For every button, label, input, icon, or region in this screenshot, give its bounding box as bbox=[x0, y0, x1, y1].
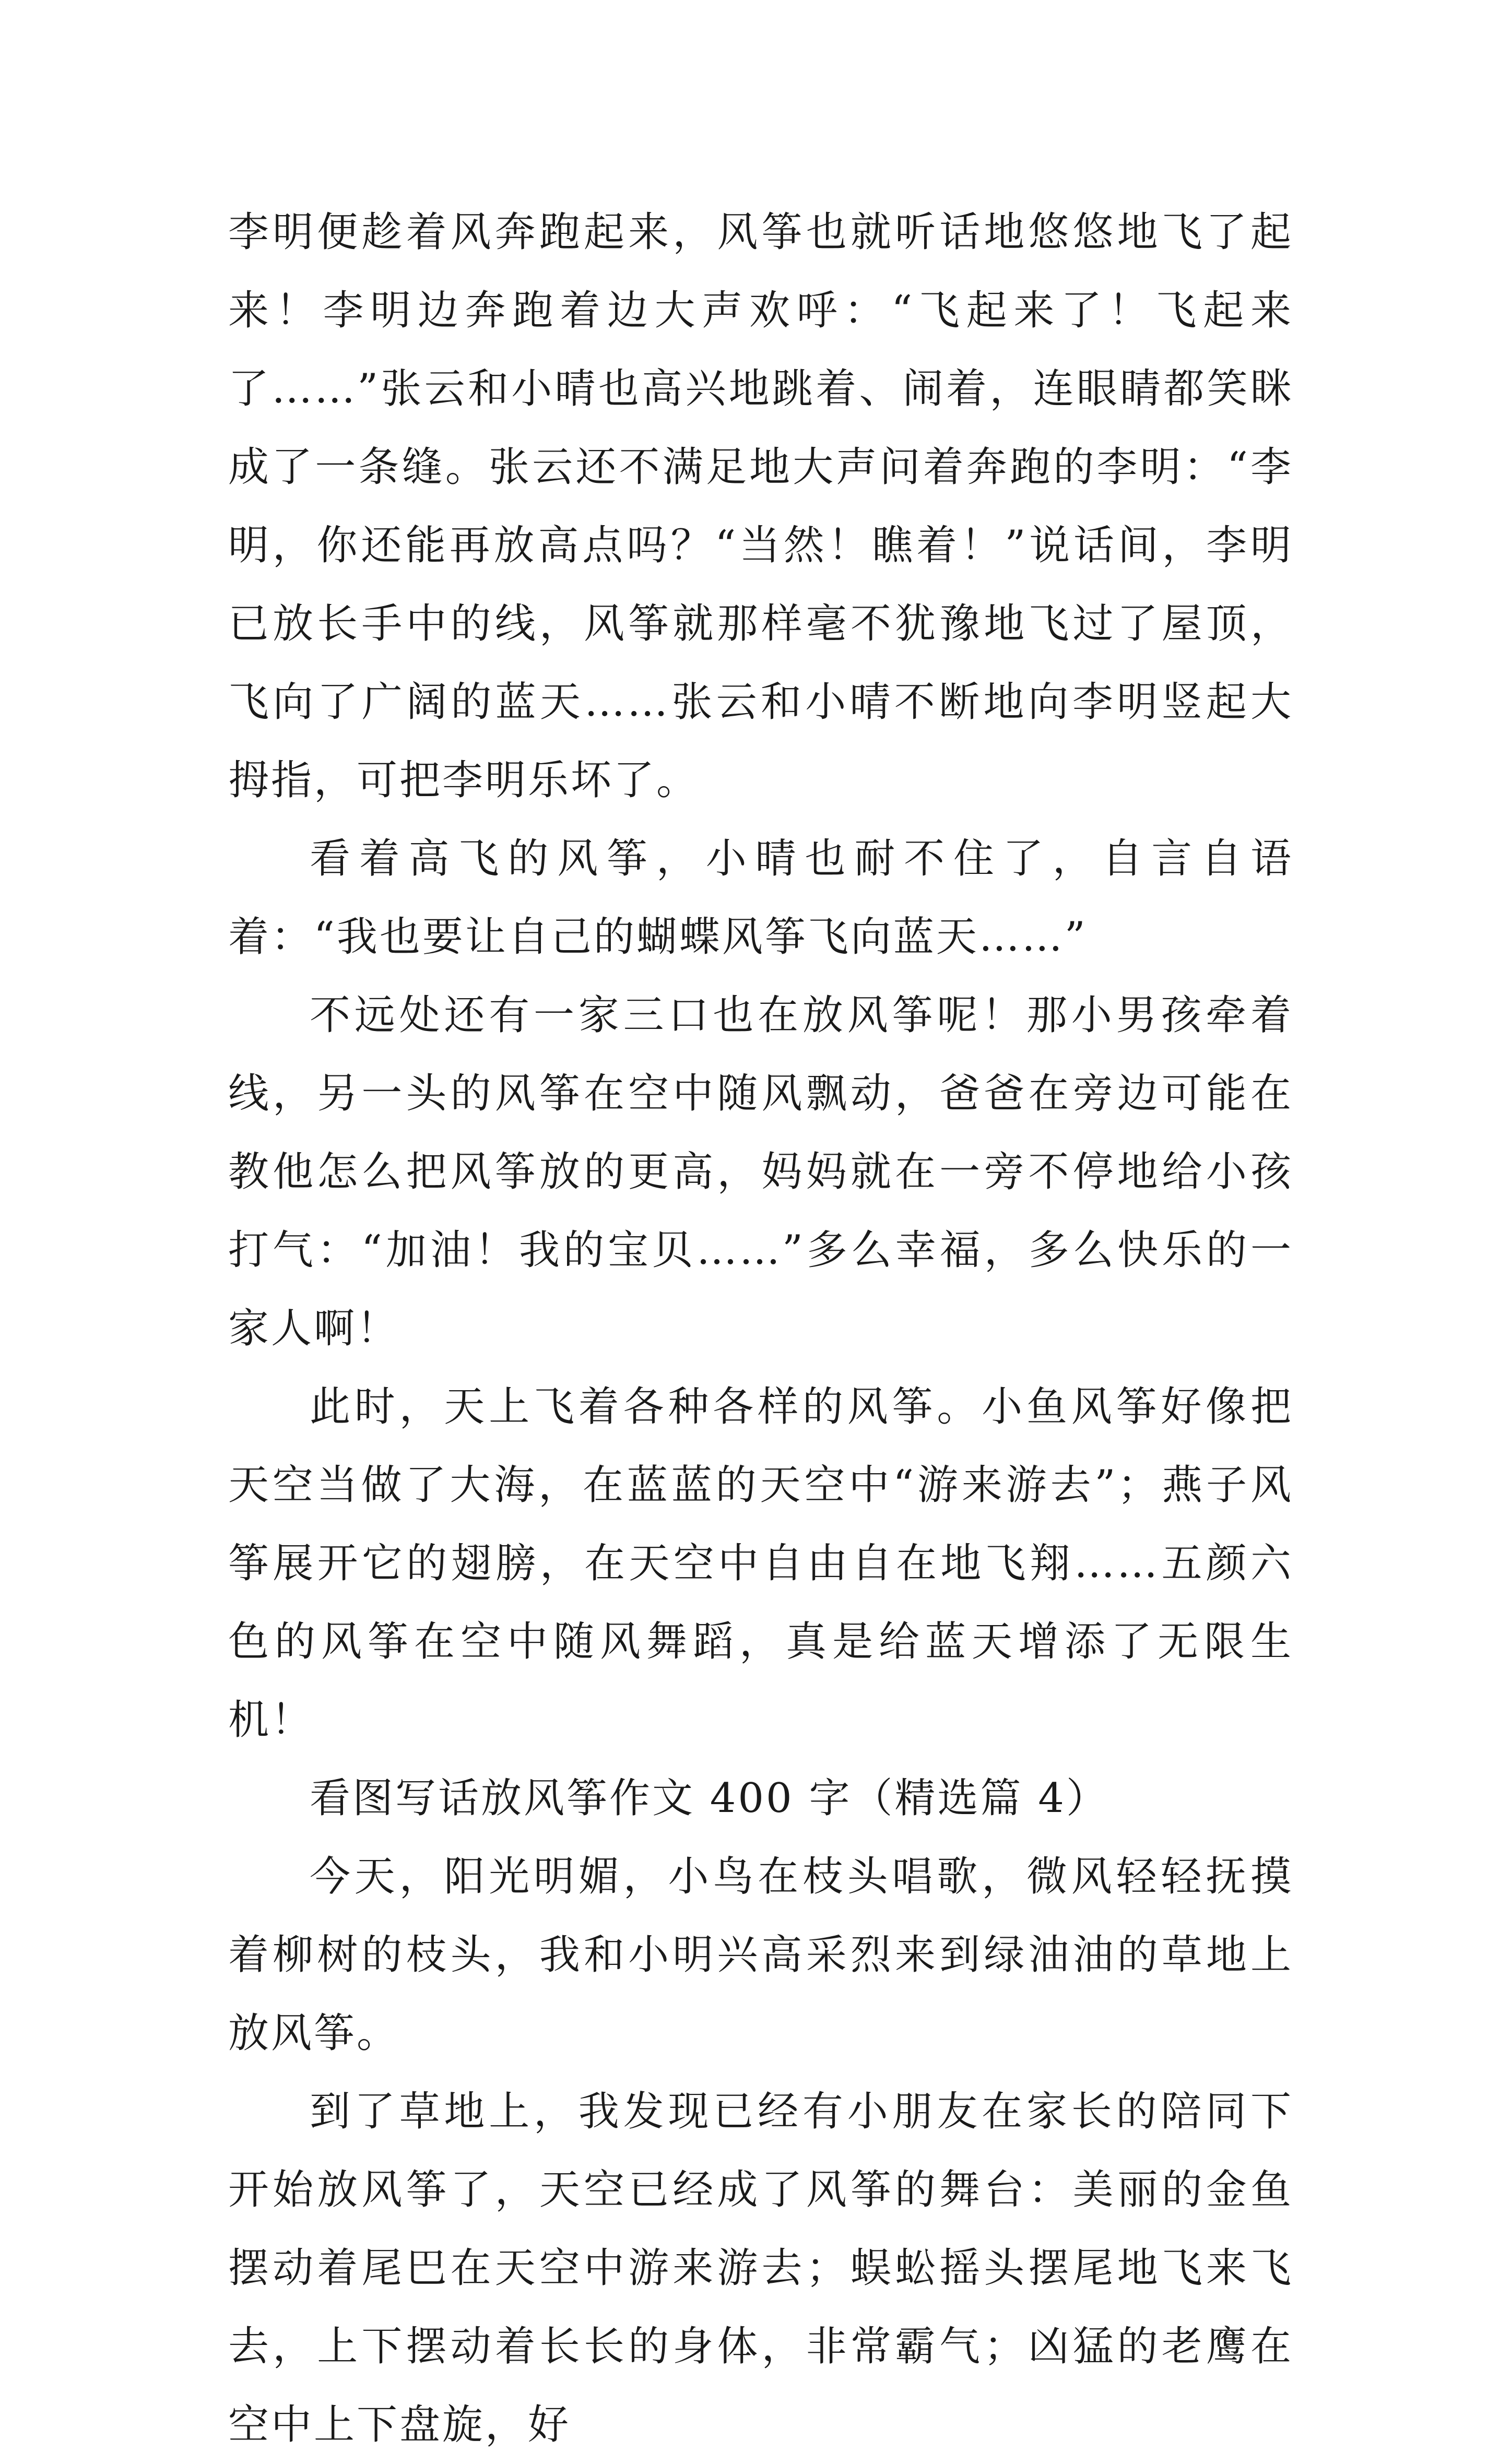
paragraph-3: 不远处还有一家三口也在放风筝呢！那小男孩牵着线，另一头的风筝在空中随风飘动，爸爸在旁边可能在教他怎么把风筝放的更高，妈妈就在一旁不停地给小孩打气：“加油！我的宝贝……”多么幸福，多么快乐的一家人啊！ bbox=[228, 992, 1293, 1352]
paragraph-2: 看着高飞的风筝，小晴也耐不住了，自言自语着：“我也要让自己的蝴蝶风筝飞向蓝天……” bbox=[228, 835, 1293, 961]
document-body bbox=[228, 193, 1293, 2464]
paragraph-1: 李明便趁着风奔跑起来，风筝也就听话地悠悠地飞了起来！李明边奔跑着边大声欢呼：“飞起来了！飞起来了……”张云和小晴也高兴地跳着、闹着，连眼睛都笑眯成了一条缝。张云还不满足地大声问着奔跑的李明：“李明，你还能再放高点吗？“当然！瞧着！”说话间，李明已放长手中的线，风筝就那样毫不犹豫地飞过了屋顶，飞向了广阔的蓝天……张云和小晴不断地向李明竖起大拇指，可把李明乐坏了。 bbox=[228, 209, 1293, 804]
paragraph-5: 今天，阳光明媚，小鸟在枝头唱歌，微风轻轻抚摸着柳树的枝头，我和小明兴高采烈来到绿油油的草地上放风筝。 bbox=[228, 1853, 1293, 2057]
section-heading: 看图写话放风筝作文 400 字（精选篇 4） bbox=[310, 1775, 1109, 1822]
paragraph-6: 到了草地上，我发现已经有小朋友在家长的陪同下开始放风筝了，天空已经成了风筝的舞台：美丽的金鱼摆动着尾巴在天空中游来游去；蜈蚣摇头摆尾地飞来飞去，上下摆动着长长的身体，非常霸气；凶猛的老鹰在空中上下盘旋，好 bbox=[228, 2088, 1293, 2448]
paragraph-4: 此时，天上飞着各种各样的风筝。小鱼风筝好像把天空当做了大海，在蓝蓝的天空中“游来游去”；燕子风筝展开它的翅膀，在天空中自由自在地飞翔……五颜六色的风筝在空中随风舞蹈，真是给蓝天增添了无限生机！ bbox=[228, 1383, 1293, 1744]
